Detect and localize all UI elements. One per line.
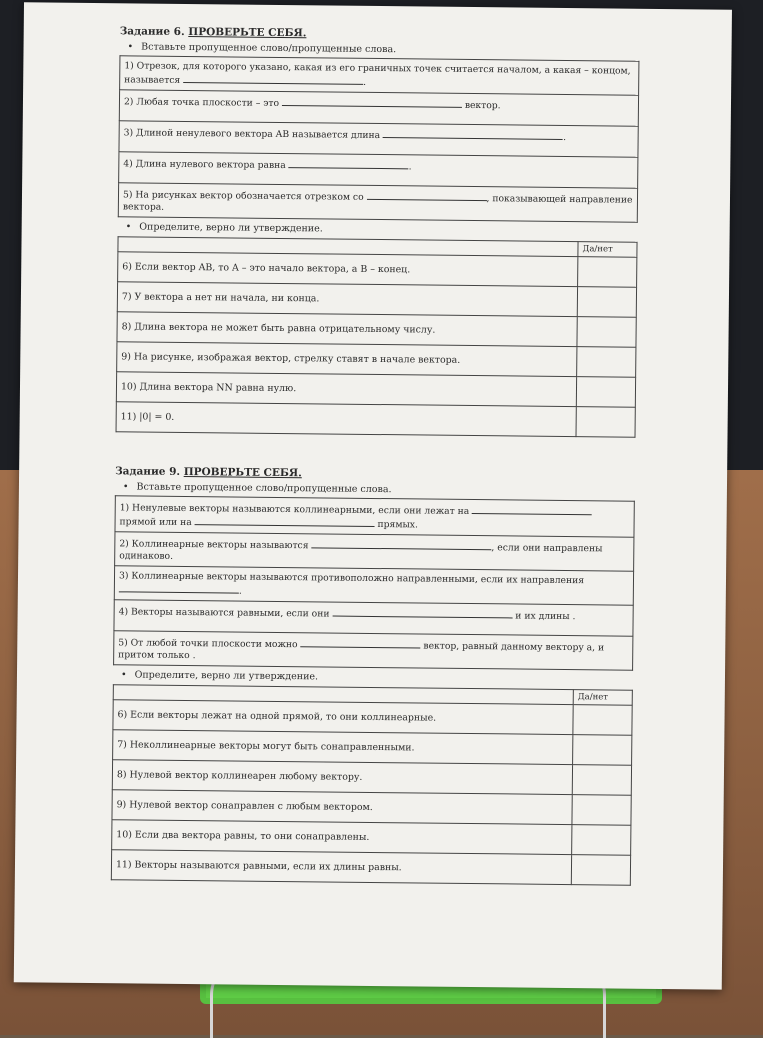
table-row: 10) Если два вектора равны, то они сонаправлены.: [112, 820, 631, 855]
answer-blank[interactable]: [289, 158, 409, 169]
table-row: 8) Длина вектора не может быть равна отрицательному числу.: [117, 312, 636, 347]
answer-blank[interactable]: [195, 515, 375, 527]
answer-cell[interactable]: [576, 407, 635, 438]
table-row: 11) |0| = 0.: [116, 402, 635, 437]
table-row: 3) Длиной ненулевого вектора AB называется длина .: [119, 121, 638, 157]
answer-blank[interactable]: [300, 637, 420, 648]
answer-cell[interactable]: [572, 825, 631, 856]
answer-cell[interactable]: [576, 377, 635, 408]
table-row: 6) Если векторы лежат на одной прямой, то они коллинеарные.: [113, 700, 632, 735]
answer-cell[interactable]: [578, 257, 637, 288]
answer-cell[interactable]: [577, 317, 636, 348]
table-row: 4) Векторы называются равными, если они и их длины .: [114, 600, 633, 636]
task6-fill-table: [118, 55, 640, 222]
table-row: 9) Нулевой вектор сонаправлен с любым вектором.: [112, 790, 631, 825]
table-row: 5) На рисунках вектор обозначается отрезком со , показывающей направление вектора.: [118, 183, 637, 222]
answer-blank[interactable]: [282, 96, 462, 108]
answer-cell[interactable]: [573, 735, 632, 766]
table-row: 1) Ненулевые векторы называются коллинеарными, если они лежат на прямой или на прямых.: [115, 496, 634, 537]
answer-cell[interactable]: [571, 855, 630, 886]
table-row: 8) Нулевой вектор коллинеарен любому вектору.: [112, 760, 631, 795]
answer-blank[interactable]: [332, 607, 512, 619]
answer-header: Да/нет: [578, 242, 637, 258]
task9-fill-table: [113, 495, 635, 670]
answer-cell[interactable]: [572, 795, 631, 826]
answer-header: Да/нет: [573, 690, 632, 706]
table-row: 5) От любой точки плоскости можно вектор, равный данному вектору a, и притом только .: [114, 631, 633, 670]
answer-cell[interactable]: [577, 287, 636, 318]
table-row: 2) Коллинеарные векторы называются , если они направлены одинаково.: [115, 532, 634, 571]
task6-fill-instruction: • Вставьте пропущенное слово/пропущенные слова.: [128, 41, 640, 57]
task9-title: Задание 9. ПРОВЕРЬТЕ СЕБЯ.: [115, 465, 302, 480]
task6-tf-table: [116, 236, 638, 437]
answer-cell[interactable]: [577, 347, 636, 378]
task9-fill-instruction: • Вставьте пропущенное слово/пропущенные слова.: [123, 481, 635, 497]
task6-section: [116, 25, 640, 437]
worksheet-paper: [14, 2, 732, 989]
table-row: 11) Векторы называются равными, если их длины равны.: [111, 850, 630, 885]
table-row: 9) На рисунке, изображая вектор, стрелку ставят в начале вектора.: [117, 342, 636, 377]
answer-blank[interactable]: [183, 72, 363, 84]
task9-tf-table: [111, 684, 633, 885]
answer-blank[interactable]: [311, 538, 491, 550]
table-row: 7) У вектора a нет ни начала, ни конца.: [117, 282, 636, 317]
task9-tf-instruction: • Определите, верно ли утверждение.: [121, 669, 633, 685]
task6-tf-instruction: • Определите, верно ли утверждение.: [126, 221, 638, 237]
answer-cell[interactable]: [573, 705, 632, 736]
task9-section: [111, 465, 635, 885]
table-row: 7) Неколлинеарные векторы могут быть сонаправленными.: [113, 730, 632, 765]
answer-cell[interactable]: [572, 765, 631, 796]
table-row: 4) Длина нулевого вектора равна .: [119, 152, 638, 188]
answer-blank[interactable]: [472, 504, 592, 515]
answer-blank[interactable]: [119, 582, 239, 593]
task6-title: Задание 6. ПРОВЕРЬТЕ СЕБЯ.: [119, 25, 307, 40]
task9-title-main: ПРОВЕРЬТЕ СЕБЯ.: [183, 465, 302, 480]
table-row: 2) Любая точка плоскости – это вектор.: [119, 90, 638, 126]
table-row: 1) Отрезок, для которого указано, какая из его граничных точек считается началом, а какая – концом, называется .: [120, 56, 639, 95]
table-row: 10) Длина вектора NN равна нулю.: [116, 372, 635, 407]
answer-blank[interactable]: [367, 190, 487, 201]
table-row: 3) Коллинеарные векторы называются противоположно направленными, если их направления .: [114, 566, 633, 605]
task6-title-main: ПРОВЕРЬТЕ СЕБЯ.: [188, 26, 307, 40]
table-row: 6) Если вектор AB, то A – это начало вектора, а B – конец.: [118, 252, 637, 287]
answer-blank[interactable]: [383, 128, 563, 140]
